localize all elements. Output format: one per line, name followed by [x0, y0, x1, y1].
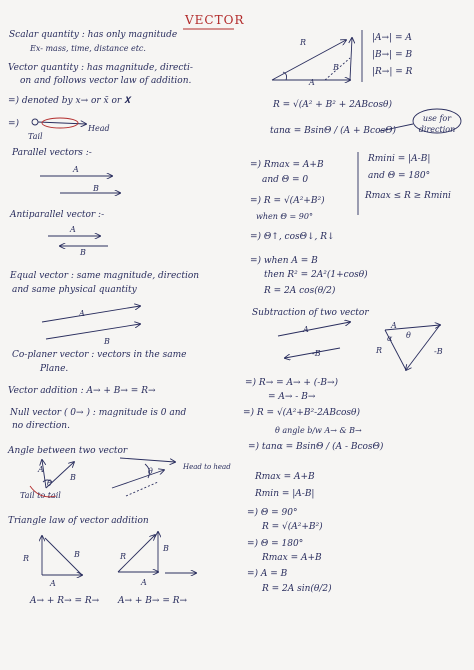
magnitude-a: |A→| = A [372, 33, 412, 43]
theta180-line: and Θ = 180° [368, 171, 431, 181]
antiparallel-diagram [48, 236, 108, 246]
fig1-r-label: R [300, 38, 307, 47]
sub-line-5: =) tanα = BsinΘ / (A - BcosΘ) [248, 442, 384, 452]
sub-line-6: Rmax = A+B [255, 472, 315, 482]
use-for-direction-note: use for direction [418, 114, 456, 134]
sub-line-8: =) Θ = 90° [247, 508, 298, 518]
equal-vector-definition: Equal vector : same magnitude, direction [10, 271, 200, 281]
triangle-eq-2: A→ + B→ = R→ [118, 596, 188, 606]
sub-tri-theta-label: θ [406, 331, 411, 340]
sub-line-13: R = 2A sin(θ/2) [262, 584, 332, 594]
sub-line-2: = A→ - B→ [268, 392, 316, 402]
angle-a-label: A [38, 465, 44, 474]
equal-a-label: A [79, 309, 85, 318]
triangle-law-diagram-2 [118, 532, 196, 573]
theta0-line: and Θ = 0 [262, 175, 309, 185]
tail-to-tail-diagram [30, 460, 74, 497]
arrow-example-prefix: =) [8, 119, 20, 129]
parallel-vectors-title: Parallel vectors :- [12, 148, 92, 158]
triangle-law-diagram-1 [42, 536, 82, 575]
sub-tri-r-label: R [376, 346, 383, 355]
page-title: VECTOR [185, 13, 245, 27]
r-2acos-line: R = 2A cos(θ/2) [264, 286, 336, 296]
tri1-r-label: R [23, 554, 30, 563]
coplanar-definition: Co-planer vector : vectors in the same [12, 350, 187, 360]
direction-formula: tanα = BsinΘ / (A + BcosΘ) [270, 126, 397, 136]
parallel-vectors-diagram [40, 176, 120, 193]
direction-note-circle [413, 109, 461, 133]
sub-line-3: =) R = √(A²+B²-2ABcosθ) [243, 408, 360, 418]
tri1-a-label: A [50, 579, 56, 588]
sub-line-7: Rmin = |A-B| [255, 489, 315, 499]
theta-increase-line: =) Θ↑, cosΘ↓, R↓ [250, 232, 335, 242]
null-vector-definition-cont: no direction. [12, 421, 70, 431]
angle-between-title: Angle between two vector [8, 446, 128, 456]
sub-line-11: Rmax = A+B [262, 553, 322, 563]
head-to-head-diagram [112, 458, 175, 496]
vector-addition: Vector addition : A→ + B→ = R→ [8, 386, 156, 396]
tri2-a-label: A [141, 578, 147, 587]
tri2-b-label: B [163, 544, 169, 553]
range-line: Rmax ≤ R ≥ Rmini [365, 191, 451, 201]
sub-line-1: =) R→ = A→ + (-B→) [245, 378, 339, 388]
parallel-b-label: B [93, 184, 99, 193]
angle2-theta-label: θ [148, 467, 153, 476]
tail-label: Tail [28, 132, 43, 141]
coplanar-definition-cont: Plane. [40, 364, 69, 374]
sub-negb-label: -B [312, 349, 321, 358]
sub-line-12: =) A = B [247, 569, 288, 579]
scalar-examples: Ex- mass, time, distance etc. [30, 44, 146, 53]
rmax-line: =) Rmax = A+B [250, 160, 324, 170]
sub-tri-a-label: A [391, 321, 397, 330]
sub-tri-alpha-label: α [387, 334, 393, 343]
triangle-law-title: Triangle law of vector addition [8, 516, 149, 526]
parallel-a-label: A [73, 165, 79, 174]
null-vector-definition: Null vector ( 0→ ) : magnitude is 0 and [10, 408, 187, 418]
tail-head-arrow [32, 118, 86, 128]
scalar-definition: Scalar quantity : has only magnitude [9, 30, 178, 40]
antiparallel-title: Antiparallel vector :- [10, 210, 105, 220]
sub-line-9: R = √(A²+B²) [262, 522, 323, 532]
rmin-line: Rmini = |A-B| [368, 154, 431, 164]
angle-theta-label: θ [47, 479, 52, 488]
fig1-b-label: B [333, 63, 339, 72]
resultant-triangle-diagram [272, 30, 362, 82]
vector-definition-cont: on and follows vector law of addition. [20, 76, 192, 86]
tri1-b-label: B [74, 550, 80, 559]
magnitude-r: |R→| = R [372, 67, 413, 77]
head-to-head-label: Head to head [183, 463, 231, 471]
when-equal-line: =) when A = B [250, 256, 318, 266]
fig1-a-label: A [309, 78, 315, 87]
when90-line: when Θ = 90° [256, 212, 313, 221]
antiparallel-a-label: A [70, 225, 76, 234]
antiparallel-b-label: B [80, 248, 86, 257]
tail-to-tail-label: Tail to tail [20, 491, 61, 500]
subtraction-diagram [278, 322, 440, 370]
then-r2-line: then R² = 2A²(1+cosθ) [264, 270, 368, 280]
sub-line-10: =) Θ = 180° [247, 539, 304, 549]
resultant-formula: R = √(A² + B² + 2ABcosθ) [273, 100, 392, 110]
vector-notation: =) denoted by x→ or x̄ or 𝐗 [8, 96, 131, 106]
head-label: Head [88, 124, 110, 133]
equal-vector-definition-cont: and same physical quantity [12, 285, 137, 295]
r-sqrt-line: =) R = √(A²+B²) [250, 196, 325, 206]
angle-b-label: B [70, 473, 76, 482]
equal-vectors-diagram [42, 306, 140, 339]
sub-a-label: A [303, 325, 309, 334]
vector-definition: Vector quantity : has magnitude, directi- [8, 63, 193, 73]
equal-b-label: B [104, 337, 110, 346]
sub-tri-negb-label: -B [434, 347, 443, 356]
magnitude-b: |B→| = B [372, 50, 413, 60]
triangle-eq-1: A→ + R→ = R→ [30, 596, 100, 606]
subtraction-title: Subtraction of two vector [252, 308, 369, 318]
sub-line-4: θ angle b/w A→ & B→ [275, 426, 362, 435]
tri2-r-label: R [120, 552, 127, 561]
